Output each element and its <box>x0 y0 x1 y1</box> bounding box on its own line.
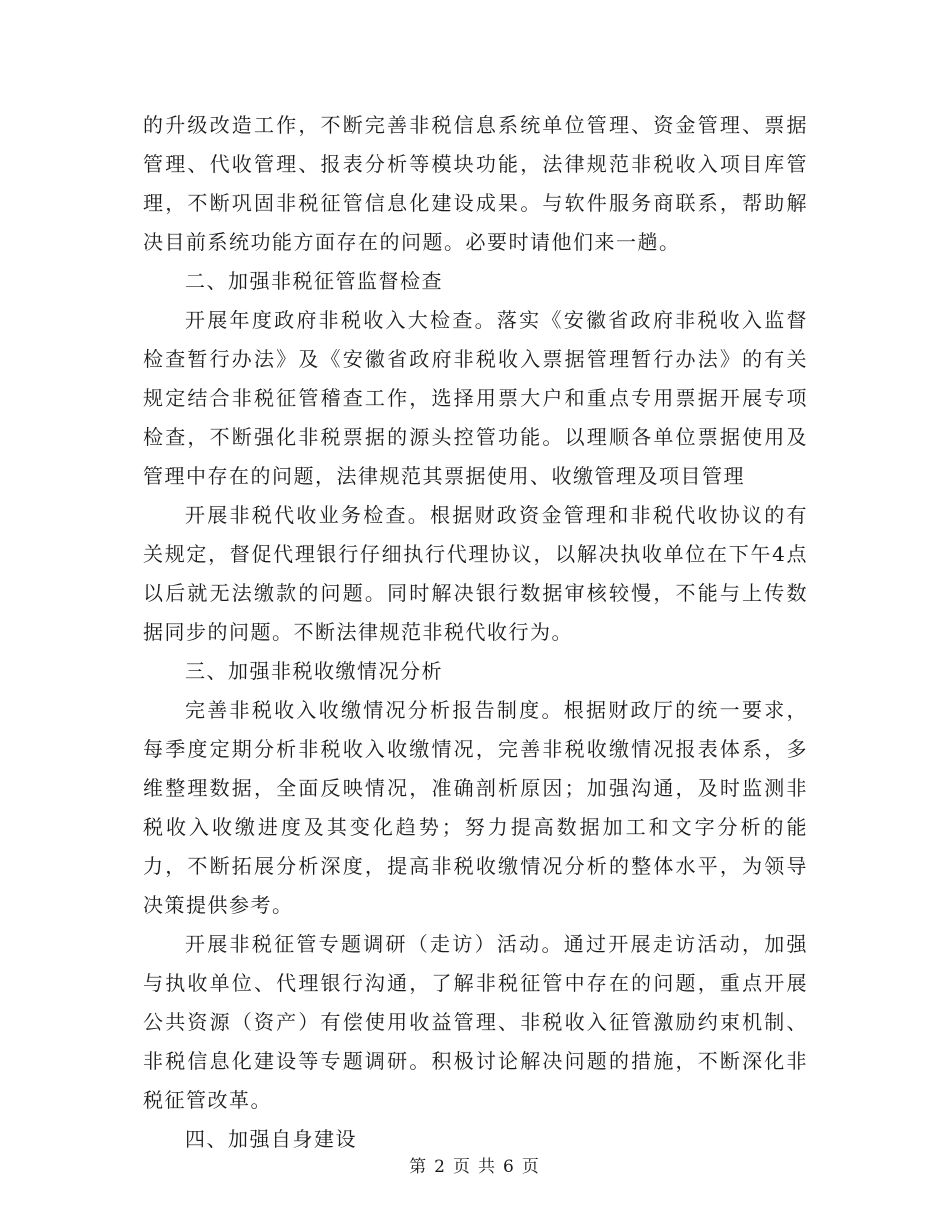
footer-suffix: 页 <box>521 1157 541 1177</box>
footer-current-page: 2 <box>434 1157 447 1177</box>
page-footer <box>0 1152 950 1177</box>
section-heading-3: 三、加强非税收缴情况分析 <box>185 659 443 683</box>
section-heading-4: 四、加强自身建设 <box>185 1127 357 1151</box>
footer-prefix: 第 <box>409 1157 429 1177</box>
paragraph-1: 的升级改造工作，不断完善非税信息系统单位管理、资金管理、票据管理、代收管理、报表分析等模块功能，法律规范非税收入项目库管理，不断巩固非税征管信息化建设成果。与软件服务商联系，帮助解决目前系统功能方面存在的问题。必要时请他们来一趟。 <box>143 113 808 254</box>
footer-page-word: 页 <box>453 1157 472 1177</box>
footer-total-word: 共 <box>478 1157 497 1177</box>
paragraph-7: 开展非税征管专题调研（走访）活动。通过开展走访活动，加强与执收单位、代理银行沟通，了解非税征管中存在的问题，重点开展公共资源（资产）有偿使用收益管理、非税收入征管激励约束机制、非税信息化建设等专题调研。积极讨论解决问题的措施，不断深化非税征管改革。 <box>143 932 808 1112</box>
paragraph-3: 开展年度政府非税收入大检查。落实《安徽省政府非税收入监督检查暂行办法》及《安徽省政府非税收入票据管理暂行办法》的有关规定结合非税征管稽查工作，选择用票大户和重点专用票据开展专项检查，不断强化非税票据的源头控管功能。以理顺各单位票据使用及管理中存在的问题，法律规范其票据使用、收缴管理及项目管理 <box>143 308 808 488</box>
footer-total-pages: 6 <box>503 1157 516 1177</box>
paragraph-4: 开展非税代收业务检查。根据财政资金管理和非税代收协议的有关规定，督促代理银行仔细执行代理协议，以解决执收单位在下午4点以后就无法缴款的问题。同时解决银行数据审核较慢，不能与上传数据同步的问题。不断法律规范非税代收行为。 <box>143 503 808 644</box>
section-heading-2: 二、加强非税征管监督检查 <box>185 269 443 293</box>
paragraph-6: 完善非税收入收缴情况分析报告制度。根据财政厅的统一要求，每季度定期分析非税收入收缴情况，完善非税收缴情况报表体系，多维整理数据，全面反映情况，准确剖析原因；加强沟通，及时监测非税收入收缴进度及其变化趋势；努力提高数据加工和文字分析的能力，不断拓展分析深度，提高非税收缴情况分析的整体水平，为领导决策提供参考。 <box>143 698 808 917</box>
document-body <box>143 106 808 1159</box>
